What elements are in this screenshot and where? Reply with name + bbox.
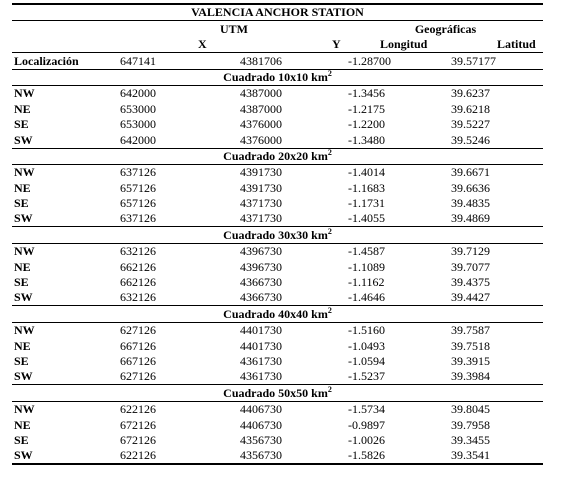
- utm-y-value: 4376000: [240, 132, 282, 147]
- section-title-superscript: 2: [327, 226, 332, 236]
- utm-x-value: 662126: [120, 259, 156, 274]
- utm-y-value: 4376000: [240, 117, 282, 132]
- coordinates-table: [12, 3, 543, 465]
- section-title-text: Cuadrado 30x30 km: [223, 227, 328, 242]
- latitude-value: 39.4835: [451, 196, 490, 211]
- utm-x-value: 657126: [120, 196, 156, 211]
- corner-label: SW: [14, 211, 33, 226]
- location-x: 647141: [120, 53, 156, 68]
- table-row: [12, 101, 543, 116]
- utm-y-value: 4366730: [240, 275, 282, 290]
- utm-y-value: 4391730: [240, 180, 282, 195]
- utm-y-value: 4401730: [240, 338, 282, 353]
- section-header-row: [12, 69, 543, 85]
- latitude-value: 39.3541: [451, 448, 543, 464]
- utm-y-value: 4356730: [240, 448, 348, 464]
- corner-label: NW: [14, 402, 35, 417]
- latitude-value: 39.3455: [451, 432, 490, 447]
- longitude-value: -1.1731: [348, 196, 385, 211]
- section-header-row: [12, 306, 543, 322]
- longitude-value: -1.3480: [348, 132, 385, 147]
- section-title-superscript: 2: [327, 68, 332, 78]
- longitude-value: -1.4055: [348, 211, 385, 226]
- latitude-value: 39.6671: [451, 165, 490, 180]
- latitude-value: 39.8045: [451, 402, 490, 417]
- utm-x-value: 627126: [120, 323, 156, 338]
- longitude-value: -1.2200: [348, 117, 385, 132]
- section-title-text: Cuadrado 10x10 km: [223, 69, 328, 84]
- utm-x-value: 622126: [120, 402, 156, 417]
- utm-y-value: 4387000: [240, 101, 282, 116]
- location-label: Localización: [14, 53, 79, 68]
- latitude-value: 39.3915: [451, 353, 490, 368]
- utm-x-value: 642000: [120, 86, 156, 101]
- location-latitude: 39.57177: [451, 53, 496, 68]
- latitude-value: 39.3984: [451, 369, 490, 384]
- section-title-superscript: 2: [327, 384, 332, 394]
- corner-label: NW: [14, 165, 35, 180]
- longitude-value: -1.3456: [348, 86, 385, 101]
- longitude-value: -1.1162: [348, 275, 385, 290]
- corner-label: NE: [14, 338, 31, 353]
- table-row: [12, 354, 543, 369]
- table-title: VALENCIA ANCHOR STATION: [12, 4, 543, 21]
- utm-y-value: 4356730: [240, 432, 282, 447]
- section-title-text: Cuadrado 20x20 km: [223, 148, 328, 163]
- table-row: [12, 448, 543, 464]
- latitude-value: 39.6218: [451, 101, 490, 116]
- geographic-header: Geográficas: [414, 21, 477, 36]
- section-title-superscript: 2: [327, 305, 332, 315]
- corner-label: SE: [14, 353, 29, 368]
- latitude-value: 39.6237: [451, 86, 490, 101]
- table-row: [12, 338, 543, 353]
- corner-label: NW: [14, 323, 35, 338]
- section-title: [12, 385, 543, 401]
- table-row: [12, 132, 543, 148]
- x-header: X: [120, 37, 240, 53]
- utm-y-value: 4391730: [240, 165, 282, 180]
- longitude-value: -1.0594: [348, 353, 385, 368]
- latitude-value: 39.4869: [451, 211, 490, 226]
- table-row: [12, 275, 543, 290]
- longitude-value: -1.1683: [348, 180, 385, 195]
- longitude-value: -1.4587: [348, 244, 385, 259]
- corner-label: SE: [14, 432, 29, 447]
- section-header-row: [12, 385, 543, 401]
- utm-x-value: 667126: [120, 338, 156, 353]
- utm-y-value: 4406730: [240, 417, 282, 432]
- header-row-groups: [12, 21, 543, 37]
- utm-y-value: 4396730: [240, 244, 282, 259]
- utm-y-value: 4406730: [240, 402, 282, 417]
- table-row: [12, 259, 543, 274]
- table-row: [12, 401, 543, 417]
- table-row: [12, 117, 543, 132]
- section-title-text: Cuadrado 40x40 km: [223, 306, 328, 321]
- latitude-value: 39.7129: [451, 244, 490, 259]
- corner-label: SW: [14, 290, 33, 305]
- corner-label: SE: [14, 117, 29, 132]
- location-y: 4381706: [240, 53, 282, 68]
- section-title: [12, 69, 543, 85]
- utm-y-value: 4371730: [240, 211, 282, 226]
- table-row: [12, 369, 543, 385]
- table-row: [12, 164, 543, 180]
- longitude-value: -1.1089: [348, 259, 385, 274]
- latitude-value: 39.7518: [451, 338, 490, 353]
- longitude-value: -1.5734: [348, 402, 385, 417]
- table-row: [12, 85, 543, 101]
- corner-label: SE: [14, 196, 29, 211]
- longitude-value: -1.5160: [348, 323, 385, 338]
- table-row: [12, 211, 543, 227]
- latitude-value: 39.5246: [451, 132, 490, 147]
- utm-x-value: 667126: [120, 353, 156, 368]
- section-title: [12, 306, 543, 322]
- corner-label: NE: [14, 101, 31, 116]
- longitude-value: -1.2175: [348, 101, 385, 116]
- utm-x-value: 637126: [120, 165, 156, 180]
- utm-x-value: 657126: [120, 180, 156, 195]
- y-header: Y: [240, 37, 348, 53]
- latitude-header: Latitud: [451, 37, 543, 53]
- latitude-value: 39.7587: [451, 323, 490, 338]
- utm-x-value: 662126: [120, 275, 156, 290]
- corner-label: SW: [12, 448, 120, 464]
- corner-label: NE: [14, 417, 31, 432]
- utm-y-value: 4361730: [240, 353, 282, 368]
- longitude-value: -1.5826: [348, 448, 451, 464]
- utm-x-value: 622126: [120, 448, 240, 464]
- corner-label: NE: [14, 180, 31, 195]
- table-row: [12, 322, 543, 338]
- utm-y-value: 4361730: [240, 369, 282, 384]
- corner-label: SW: [14, 369, 33, 384]
- latitude-value: 39.5227: [451, 117, 490, 132]
- latitude-value: 39.4375: [451, 275, 490, 290]
- table-row: [12, 417, 543, 432]
- corner-label: NE: [14, 259, 31, 274]
- section-header-row: [12, 227, 543, 243]
- longitude-header: Longitud: [348, 37, 451, 53]
- section-title-text: Cuadrado 50x50 km: [223, 385, 328, 400]
- corner-label: SW: [14, 132, 33, 147]
- utm-x-value: 653000: [120, 101, 156, 116]
- latitude-value: 39.7958: [451, 417, 490, 432]
- utm-x-value: 672126: [120, 432, 156, 447]
- utm-x-value: 653000: [120, 117, 156, 132]
- utm-y-value: 4371730: [240, 196, 282, 211]
- longitude-value: -0.9897: [348, 417, 385, 432]
- longitude-value: -1.5237: [348, 369, 385, 384]
- corner-label: NW: [14, 86, 35, 101]
- utm-y-value: 4396730: [240, 259, 282, 274]
- table-row: [12, 196, 543, 211]
- latitude-value: 39.4427: [451, 290, 490, 305]
- section-title-superscript: 2: [327, 147, 332, 157]
- section-header-row: [12, 148, 543, 164]
- utm-x-value: 627126: [120, 369, 156, 384]
- longitude-value: -1.4646: [348, 290, 385, 305]
- location-longitude: -1.28700: [348, 53, 391, 68]
- corner-label: NW: [14, 244, 35, 259]
- latitude-value: 39.6636: [451, 180, 490, 195]
- utm-x-value: 637126: [120, 211, 156, 226]
- table-row: [12, 180, 543, 195]
- longitude-value: -1.0026: [348, 432, 385, 447]
- longitude-value: -1.4014: [348, 165, 385, 180]
- corner-label: SE: [14, 275, 29, 290]
- utm-x-value: 672126: [120, 417, 156, 432]
- section-title: [12, 227, 543, 243]
- utm-y-value: 4401730: [240, 323, 282, 338]
- table-title-row: [12, 4, 543, 21]
- utm-x-value: 632126: [120, 244, 156, 259]
- header-row-columns: [12, 37, 543, 53]
- table-row: [12, 290, 543, 306]
- utm-header: UTM: [220, 21, 248, 36]
- section-title: [12, 148, 543, 164]
- utm-y-value: 4387000: [240, 86, 282, 101]
- table-row: [12, 433, 543, 448]
- location-row: [12, 53, 543, 69]
- utm-x-value: 632126: [120, 290, 156, 305]
- utm-y-value: 4366730: [240, 290, 282, 305]
- latitude-value: 39.7077: [451, 259, 490, 274]
- table-row: [12, 243, 543, 259]
- longitude-value: -1.0493: [348, 338, 385, 353]
- utm-x-value: 642000: [120, 132, 156, 147]
